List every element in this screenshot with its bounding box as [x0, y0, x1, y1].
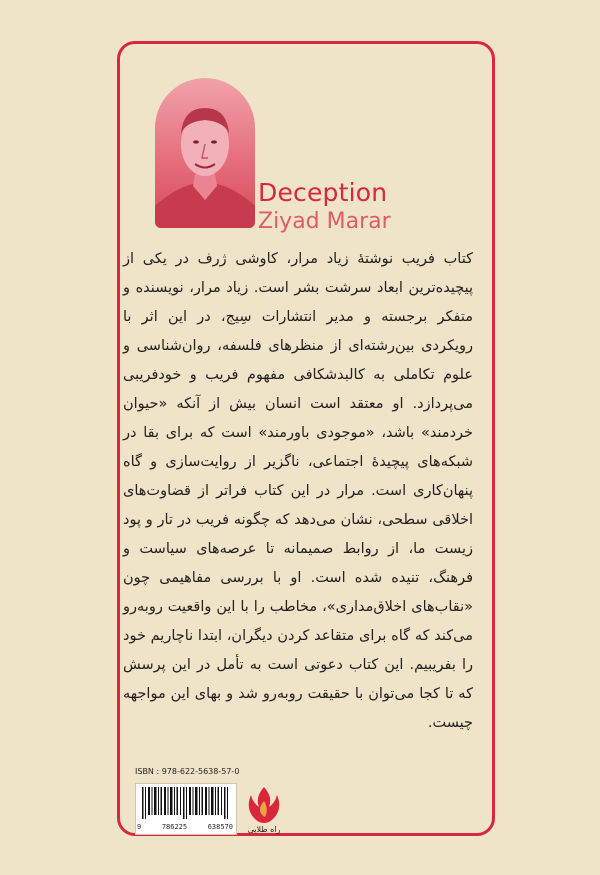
publisher-logo: [245, 785, 283, 825]
author-photo: [155, 78, 255, 228]
barcode-digit-group: 9: [137, 823, 142, 831]
book-blurb: کتاب فریب نوشتهٔ زیاد مرار، کاوشی ژرف در یکی از پیچیده‌ترین ابعاد سرشت بشر است. زیاد مرار، نویسنده و متفکر برجسته و مدیر انتشارات سِیج، در این اثر با رویکردی بین‌رشته‌ای از منظرهای فلسفه، روان‌شناسی و علوم تکاملی به کالبدشکافی مفهوم فریب و خودفریبی می‌پردازد. او معتقد است انسان بیش از آنکه «حیوان خردمند» باشد، «موجودی باورمند» است که برای بقا در شبکه‌های پیچیدهٔ اجتماعی، ناگزیر از روایت‌سازی و گاه پنهان‌کاری است. مرار در این کتاب فراتر از قضاوت‌های اخلاقی سطحی، نشان می‌دهد که چگونه فریب در تار و پود زیست ما، از روابط صمیمانه تا عرصه‌های سیاست و فرهنگ، تنیده شده است. او با بررسی مفاهیمی چون «نقاب‌های اخلاق‌مداری»، مخاطب را با این واقعیت روبه‌رو می‌کند که گاه برای متقاعد کردن دیگران، ابتدا ناچاریم خود را بفریبیم. این کتاب دعوتی است به تأمل در این پرسش که تا کجا می‌توان با حقیقت روبه‌رو شد و بهای این مواجهه چیست.: [123, 251, 473, 731]
author-portrait-icon: [155, 78, 255, 228]
book-author: Ziyad Marar: [258, 209, 391, 234]
barcode-icon: [136, 784, 236, 822]
publisher-name: راه طلایی: [247, 825, 281, 834]
barcode-digit-group: 786225: [161, 823, 188, 831]
isbn-label: ISBN : 978-622-5638-57-0: [135, 767, 240, 776]
publisher-flame-icon: [245, 785, 283, 825]
barcode-digits: [137, 823, 233, 831]
barcode-digit-group: 638570: [207, 823, 233, 831]
book-title: Deception: [258, 178, 388, 207]
